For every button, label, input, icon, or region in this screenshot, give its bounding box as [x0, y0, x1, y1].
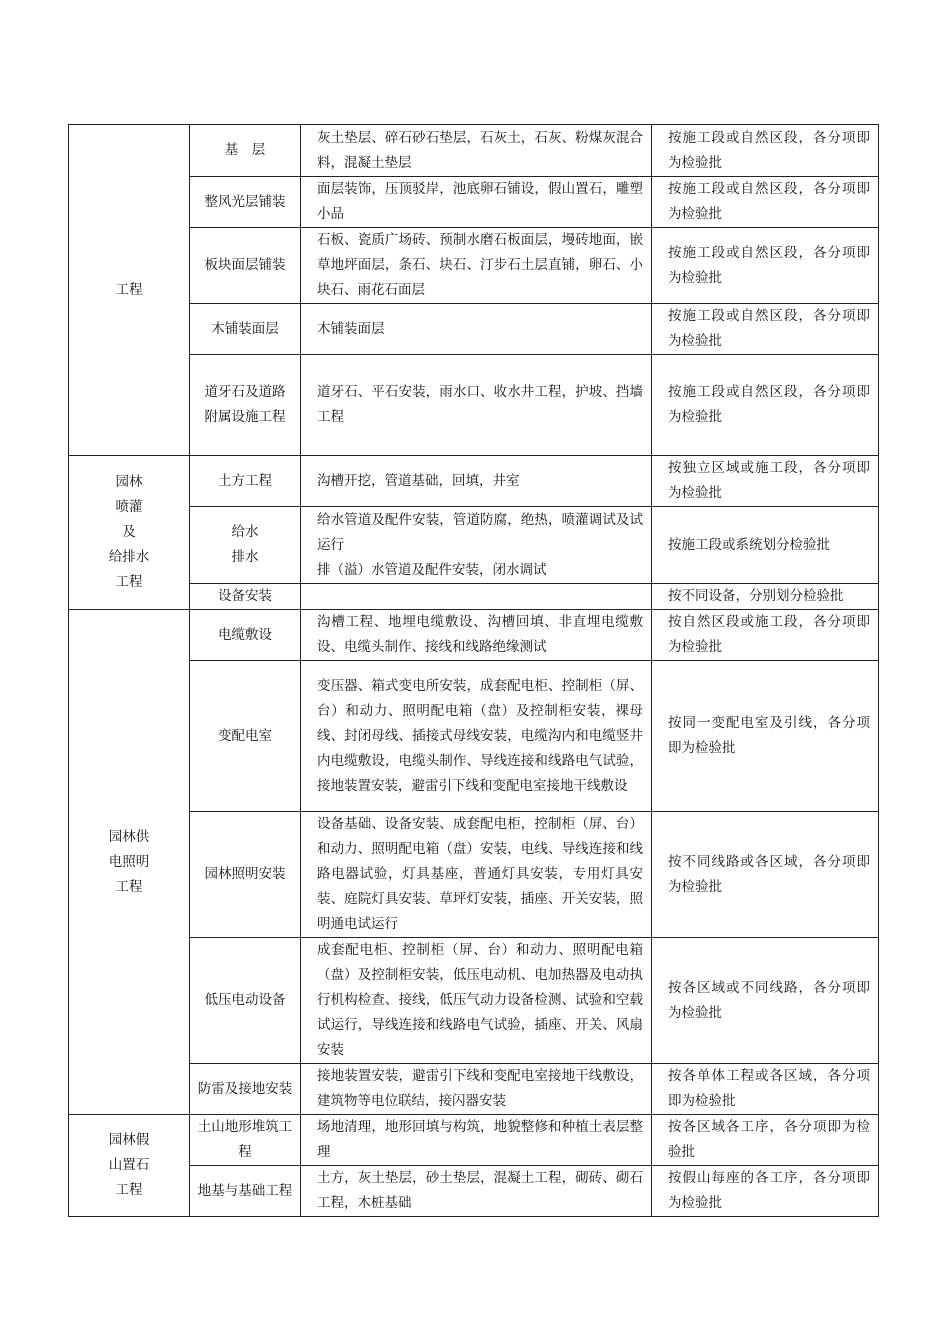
item-content-cell: [301, 355, 652, 456]
item-content-cell: [301, 938, 652, 1064]
project-category-line: 园林供: [108, 828, 150, 845]
item-content-text: 石板、瓷质广场砖、预制水磨石板面层，墁砖地面，嵌草地坪面层，条石、块石、汀步石土层直铺，卵石、小块石、雨花石面层: [317, 232, 643, 298]
sub-project-cell: [190, 228, 301, 304]
sub-project-text: 电缆敷设: [218, 626, 272, 643]
project-category-line: 喷灌: [115, 499, 143, 515]
sub-project-text: 木铺装面层: [211, 320, 279, 337]
item-content-text: 道牙石、平石安装，雨水口、收水井工程，护坡、挡墙工程: [317, 384, 643, 425]
item-content-text: 变压器、箱式变电所安装，成套配电柜、控制柜（屏、台）和动力、照明配电箱（盘）及控制柜安装，裸母线、封闭母线、插接式母线安装，电缆沟内和电缆竖井内电缆敷设，电缆头制作、导线连接和线路电气试验，接地装置安装，避雷引下线和变配电室接地干线敷设: [317, 677, 643, 794]
sub-project-cell: [190, 610, 301, 661]
inspection-batch-text: 按各单体工程或各区域，各分项即为检验批: [668, 1068, 870, 1109]
project-category-cell: [69, 125, 190, 456]
inspection-batch-cell: [652, 507, 879, 584]
sub-project-text: 土山地形堆筑工程: [197, 1119, 293, 1160]
item-content-cell: [301, 228, 652, 304]
item-content-cell: [301, 1166, 652, 1217]
inspection-batch-cell: [652, 938, 879, 1064]
inspection-batch-text: 按独立区域或施工段，各分项即为检验批: [668, 460, 870, 501]
item-content-text: 沟槽工程、地埋电缆敷设、沟槽回填、非直埋电缆敷设、电缆头制作、接线和线路绝缘测试: [317, 614, 643, 655]
table-row: [69, 1166, 879, 1217]
inspection-batch-text: 按各区域各工序，各分项即为检验批: [668, 1119, 870, 1160]
table-row: [69, 507, 879, 584]
project-category-line: 园林: [115, 474, 143, 490]
inspection-batch-cell: [652, 1115, 879, 1166]
sub-project-text: 给水: [231, 524, 259, 540]
project-category-line: 园林假: [108, 1132, 150, 1148]
item-content-text: 给水管道及配件安装，管道防腐，绝热，喷灌调试及试运行: [317, 511, 643, 553]
table-row: [69, 584, 879, 610]
inspection-batch-table: [68, 124, 879, 1217]
sub-project-cell: [190, 304, 301, 355]
sub-project-text: 土方工程: [218, 472, 272, 489]
table-row: [69, 938, 879, 1064]
item-content-cell: [301, 1064, 652, 1115]
inspection-batch-cell: [652, 355, 879, 456]
sub-project-cell: [190, 507, 301, 584]
sub-project-text: 防雷及接地安装: [197, 1080, 293, 1097]
sub-project-text: 低压电动设备: [204, 992, 286, 1008]
inspection-batch-cell: [652, 304, 879, 355]
item-content-text: 沟槽开挖，管道基础，回填，井室: [317, 472, 520, 489]
inspection-batch-text: 按假山每座的各工序，各分项即为检验批: [668, 1170, 870, 1211]
item-content-text: 设备基础、设备安装、成套配电柜，控制柜（屏、台）和动力、照明配电箱（盘）安装，电线、导线连接和线路电器试验，灯具基座，普通灯具安装，专用灯具安装、庭院灯具安装、草坪灯安装，插座、开关安装，照明通电试运行: [317, 816, 643, 932]
table-row: [69, 177, 879, 228]
table-row: [69, 304, 879, 355]
sub-project-text: 基 层: [224, 142, 266, 158]
inspection-batch-text: 按施工段或自然区段，各分项即为检验批: [668, 129, 870, 171]
sub-project-text: 整风光层铺装: [204, 193, 286, 210]
sub-project-text: 园林照明安装: [204, 866, 286, 882]
inspection-batch-cell: [652, 125, 879, 177]
project-category-line: 工程: [115, 1182, 143, 1198]
item-content-text: 面层装饰，压顶驳岸，池底卵石铺设，假山置石，雕塑小品: [317, 181, 643, 222]
table-row: [69, 1115, 879, 1166]
inspection-batch-cell: [652, 661, 879, 812]
project-category-line: 工程: [115, 281, 143, 298]
item-content-text: 接地装置安装，避雷引下线和变配电室接地干线敷设，建筑物等电位联结，接闪器安装: [317, 1068, 643, 1109]
table-row: [69, 125, 879, 177]
inspection-batch-cell: [652, 1166, 879, 1217]
sub-project-text: 排水: [231, 549, 259, 565]
sub-project-cell: [190, 661, 301, 812]
sub-project-text: 附属设施工程: [204, 409, 286, 425]
item-content-text: 木铺装面层: [317, 320, 385, 337]
sub-project-cell: [190, 584, 301, 610]
item-content-text: 场地清理，地形回填与构筑，地貌整修和种植土表层整理: [317, 1119, 643, 1160]
table-row: [69, 228, 879, 304]
item-content-cell: [301, 304, 652, 355]
inspection-batch-text: 按不同设备，分别划分检验批: [668, 588, 844, 604]
item-content-text: 成套配电柜、控制柜（屏、台）和动力、照明配电箱（盘）及控制柜安装，低压电动机、电加热器及电动执行机构检查、接线，低压气动力设备检测、试验和空载试运行，导线连接和线路电气试验，插座、开关、风扇安装: [317, 942, 643, 1058]
sub-project-cell: [190, 812, 301, 938]
sub-project-cell: [190, 1115, 301, 1166]
inspection-batch-cell: [652, 228, 879, 304]
table-row: [69, 812, 879, 938]
item-content-cell: [301, 1115, 652, 1166]
inspection-batch-text: 按同一变配电室及引线，各分项即为检验批: [668, 715, 870, 756]
inspection-batch-cell: [652, 812, 879, 938]
inspection-batch-text: 按各区域或不同线路，各分项即为检验批: [668, 979, 870, 1021]
project-category-line: 山置石: [108, 1157, 150, 1173]
project-category-cell: [69, 456, 190, 610]
sub-project-cell: [190, 177, 301, 228]
sub-project-text: 板块面层铺装: [204, 257, 286, 273]
table-row: [69, 456, 879, 507]
sub-project-cell: [190, 456, 301, 507]
item-content-text: 土方，灰土垫层，砂土垫层，混凝土工程，砌砖、砌石工程，木桩基础: [317, 1170, 643, 1211]
table-row: [69, 1064, 879, 1115]
item-content-cell: [301, 812, 652, 938]
item-content-cell: [301, 507, 652, 584]
table-row: [69, 355, 879, 456]
item-content-cell: [301, 610, 652, 661]
inspection-batch-text: 按施工段或自然区段，各分项即为检验批: [668, 181, 870, 222]
inspection-batch-text: 按施工段或系统划分检验批: [668, 536, 830, 553]
inspection-batch-text: 按施工段或自然区段，各分项即为检验批: [668, 384, 870, 425]
inspection-batch-text: 按施工段或自然区段，各分项即为检验批: [668, 308, 870, 349]
inspection-batch-cell: [652, 1064, 879, 1115]
project-category-line: 电照明: [108, 853, 150, 870]
project-category-cell: [69, 610, 190, 1115]
item-content-text: 灰土垫层、碎石砂石垫层，石灰土，石灰、粉煤灰混合料，混凝土垫层: [317, 129, 643, 171]
inspection-batch-cell: [652, 584, 879, 610]
project-category-line: 及: [122, 524, 136, 540]
table-row: [69, 661, 879, 812]
inspection-batch-text: 按自然区段或施工段，各分项即为检验批: [668, 614, 870, 655]
project-category-line: 工程: [115, 878, 143, 895]
sub-project-text: 变配电室: [218, 727, 272, 744]
inspection-batch-cell: [652, 610, 879, 661]
item-content-text: 排（溢）水管道及配件安装，闭水调试: [317, 561, 547, 578]
sub-project-cell: [190, 1064, 301, 1115]
item-content-cell: [301, 456, 652, 507]
sub-project-cell: [190, 125, 301, 177]
project-category-cell: [69, 1115, 190, 1217]
inspection-batch-text: 按不同线路或各区域，各分项即为检验批: [668, 853, 870, 895]
inspection-batch-cell: [652, 177, 879, 228]
inspection-batch-text: 按施工段或自然区段，各分项即为检验批: [668, 244, 870, 286]
table-body: [69, 125, 879, 1217]
sub-project-cell: [190, 938, 301, 1064]
project-category-line: 给排水: [108, 549, 150, 565]
table-row: [69, 610, 879, 661]
sub-project-text: 设备安装: [218, 588, 272, 604]
sub-project-cell: [190, 1166, 301, 1217]
sub-project-text: 道牙石及道路: [204, 384, 286, 400]
item-content-cell: [301, 125, 652, 177]
item-content-cell: [301, 177, 652, 228]
sub-project-text: 地基与基础工程: [197, 1182, 293, 1199]
inspection-batch-cell: [652, 456, 879, 507]
item-content-cell: [301, 661, 652, 812]
project-category-line: 工程: [115, 574, 143, 590]
item-content-cell: [301, 584, 652, 610]
sub-project-cell: [190, 355, 301, 456]
